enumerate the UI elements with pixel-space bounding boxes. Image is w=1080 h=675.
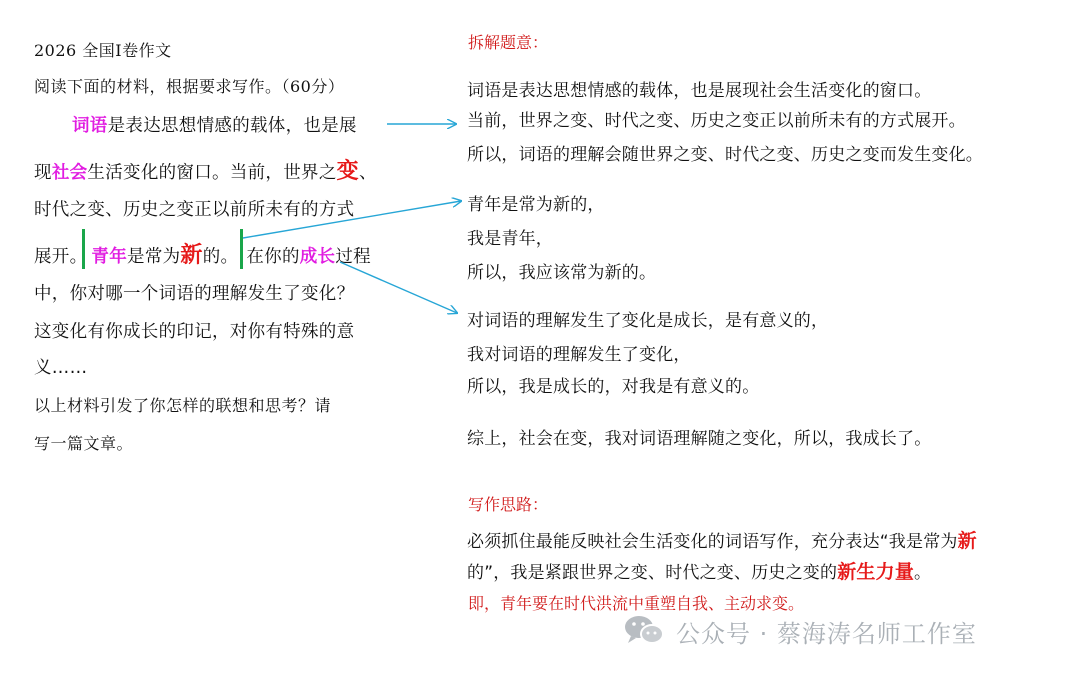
arrow-to-group3 (340, 262, 457, 313)
text-fragment: 必须抓住最能反映社会生活变化的词语写作，充分表达“我是常为 (467, 532, 958, 552)
prompt-line-1: 以上材料引发了你怎样的联想和思考？请 (34, 396, 332, 415)
prompt-line-2: 写一篇文章。 (34, 434, 134, 453)
keyword-xin: 新 (180, 243, 203, 268)
keyword-shehui: 社会 (51, 163, 88, 183)
summary-line: 综上，社会在变，我对词语理解随之变化，所以，我成长了。 (467, 429, 932, 449)
keyword-qingnian: 青年 (91, 247, 128, 267)
keyword-bian: 变 (336, 159, 359, 184)
text-fragment: 是常为 (127, 247, 181, 267)
wechat-icon (622, 612, 666, 648)
analysis-3-line-1: 对词语的理解发生了变化是成长，是有意义的， (467, 311, 829, 331)
keyword-ciyu: 词语 (72, 116, 108, 136)
analysis-2-line-1: 青年是常为新的， (467, 195, 605, 215)
conclusion-line: 即，青年要在时代洪流中重塑自我、主动求变。 (468, 594, 805, 613)
text-fragment: 的。 (202, 247, 239, 267)
material-line-7: 义…… (34, 358, 88, 378)
material-line-6: 这变化有你成长的印记，对你有特殊的意 (34, 322, 355, 342)
text-fragment: 的”，我是紧跟世界之变、时代之变、历史之变的 (467, 563, 838, 583)
analysis-2-line-3: 所以，我应该常为新的。 (467, 263, 657, 283)
heading-writing-idea: 写作思路： (468, 495, 549, 514)
text-fragment: 。 (914, 563, 932, 583)
idea-line-2 (467, 557, 931, 584)
text-fragment: 展开。 (34, 247, 88, 267)
heading-analysis: 拆解题意： (468, 33, 549, 52)
exam-title: 2026 全国I卷作文 (34, 41, 172, 60)
analysis-1-line-3: 所以，词语的理解会随世界之变、时代之变、历史之变而发生变化。 (467, 145, 983, 165)
analysis-1-line-2: 当前，世界之变、时代之变、历史之变正以前所未有的方式展开。 (467, 111, 966, 131)
text-fragment: 过程 (335, 247, 371, 267)
material-line-5: 中，你对哪一个词语的理解发生了变化？ (34, 284, 355, 304)
analysis-3-line-3: 所以，我是成长的，对我是有意义的。 (467, 377, 760, 397)
instruction-text: 阅读下面的材料，根据要求写作。（60分） (34, 77, 345, 96)
watermark-text: 公众号 · 蔡海涛名师工作室 (676, 620, 977, 648)
text-fragment: 是表达思想情感的载体，也是展 (107, 116, 357, 136)
text-fragment: 现 (34, 163, 52, 183)
text-fragment: 在你的 (246, 247, 300, 267)
material-line-3: 时代之变、历史之变正以前所未有的方式 (34, 200, 355, 220)
keyword-new-force: 新生力量 (837, 561, 915, 583)
arrow-to-group2 (243, 201, 461, 238)
idea-line-1 (467, 526, 977, 553)
analysis-2-line-2: 我是青年， (467, 229, 553, 249)
text-fragment: 、 (358, 163, 377, 183)
text-fragment: 生活变化的窗口。当前，世界之 (87, 163, 337, 183)
analysis-1-line-1: 词语是表达思想情感的载体，也是展现社会生活变化的窗口。 (467, 81, 932, 101)
keyword-xin-idea: 新 (957, 530, 977, 552)
analysis-3-line-2: 我对词语的理解发生了变化， (467, 345, 691, 365)
keyword-chengzhang: 成长 (299, 247, 336, 267)
